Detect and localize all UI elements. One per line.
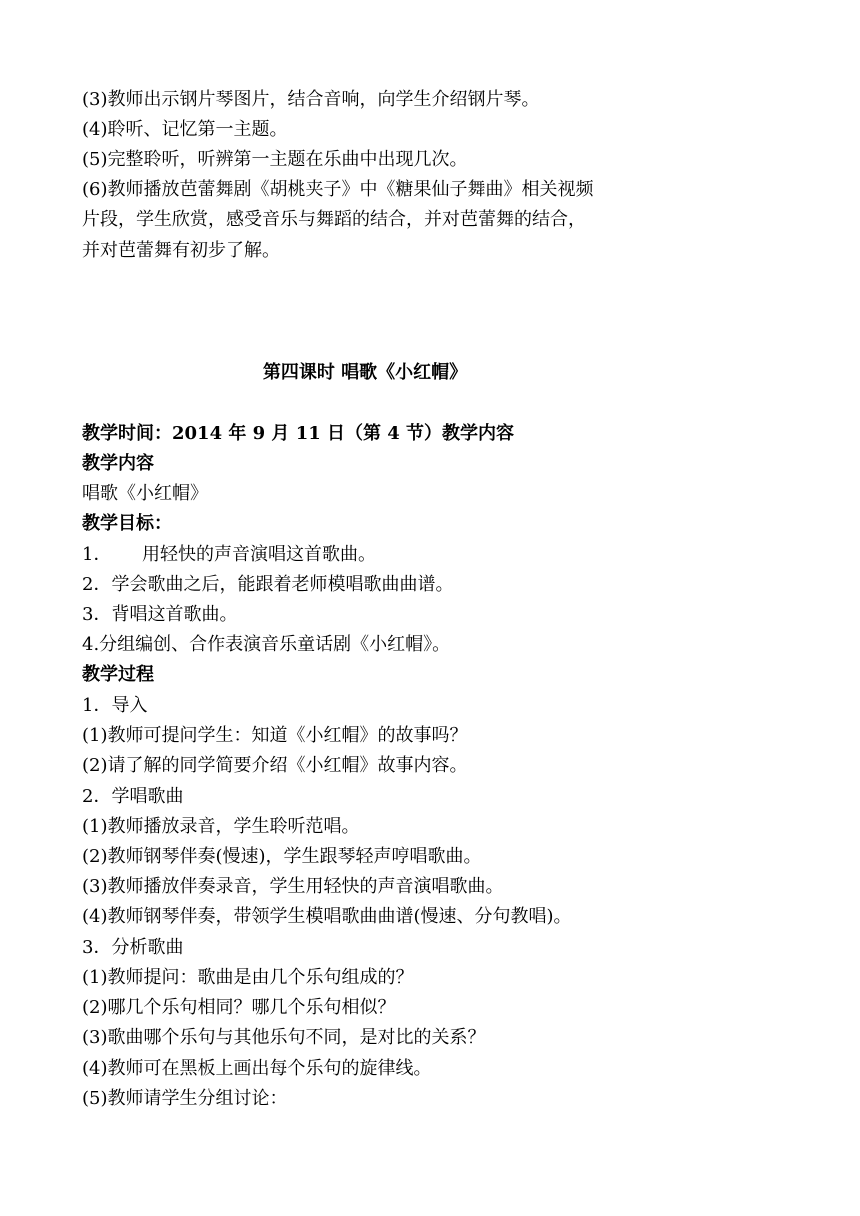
goal-item-3: 3．背唱这首歌曲。 [82,604,238,625]
intro-line-2: (4)聆听、记忆第一主题。 [82,119,288,140]
goal-item-2: 2．学会歌曲之后，能跟着老师模唱歌曲曲谱。 [82,574,454,595]
goals-heading: 教学目标： [82,513,172,534]
intro-line-1: (3)教师出示钢片琴图片，结合音响，向学生介绍钢片琴。 [82,89,540,110]
lesson-title: 第四课时 唱歌《小红帽》 [262,362,468,383]
process-line-5: (1)教师播放录音，学生聆听范唱。 [82,816,360,837]
intro-line-6: 并对芭蕾舞有初步了解。 [82,240,280,261]
process-line-10: (1)教师提问：歌曲是由几个乐句组成的？ [82,967,414,988]
process-line-14: (5)教师请学生分组讨论： [82,1088,288,1109]
process-line-12: (3)歌曲哪个乐句与其他乐句不同，是对比的关系？ [82,1027,486,1048]
teaching-time: 教学时间：2014 年 9 月 11 日（第 4 节）教学内容 [82,423,515,444]
process-line-9: 3．分析歌曲 [82,937,184,958]
content-text: 唱歌《小红帽》 [82,483,208,504]
goal-item-1 [82,543,376,567]
process-line-11: (2)哪几个乐句相同？哪几个乐句相似？ [82,997,396,1018]
process-line-4: 2．学唱歌曲 [82,786,184,807]
intro-line-4: (6)教师播放芭蕾舞剧《胡桃夹子》中《糖果仙子舞曲》相关视频 [82,179,594,200]
process-line-3: (2)请了解的同学简要介绍《小红帽》故事内容。 [82,755,468,776]
content-heading: 教学内容 [82,453,154,474]
process-heading: 教学过程 [82,664,154,685]
process-line-6: (2)教师钢琴伴奏(慢速)，学生跟琴轻声哼唱歌曲。 [82,846,482,867]
process-line-13: (4)教师可在黑板上画出每个乐句的旋律线。 [82,1058,432,1079]
goal-text: 用轻快的声音演唱这首歌曲。 [142,544,376,565]
process-line-1: 1．导入 [82,695,148,716]
process-line-7: (3)教师播放伴奏录音，学生用轻快的声音演唱歌曲。 [82,876,504,897]
intro-line-3: (5)完整聆听，听辨第一主题在乐曲中出现几次。 [82,149,468,170]
process-line-2: (1)教师可提问学生：知道《小红帽》的故事吗？ [82,725,468,746]
goal-item-4: 4.分组编创、合作表演音乐童话剧《小红帽》。 [82,634,451,655]
process-line-8: (4)教师钢琴伴奏，带领学生模唱歌曲曲谱(慢速、分句教唱)。 [82,906,572,927]
intro-line-5: 片段，学生欣赏，感受音乐与舞蹈的结合，并对芭蕾舞的结合， [82,209,586,230]
goal-number: 1． [82,544,112,565]
